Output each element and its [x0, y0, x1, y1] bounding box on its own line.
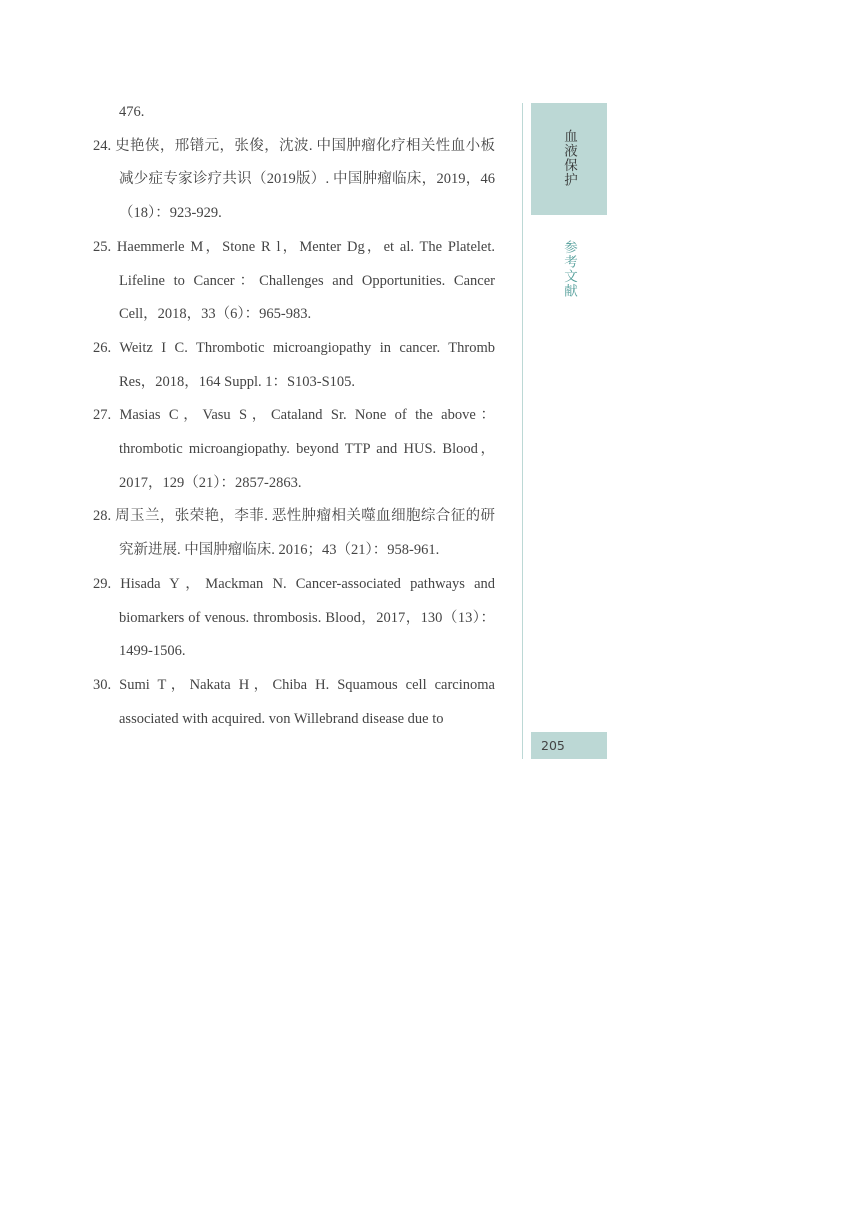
subsection-title: 参考文献	[561, 240, 577, 298]
reference-item: 27. Masias C，Vasu S，Cataland Sr. None of the above：thrombotic microangiopathy. beyond TTP and HUS. Blood，2017，129（21）：2857-2863.	[93, 407, 495, 491]
reference-item: 28. 周玉兰，张荣艳，李菲. 恶性肿瘤相关噬血细胞综合征的研究新进展. 中国肿瘤临床. 2016；43（21）：958-961.	[93, 508, 495, 559]
subsection-label-wrap	[531, 240, 607, 298]
reference-list	[93, 96, 495, 736]
margin-rule	[522, 103, 523, 759]
page-number: 205	[531, 732, 607, 759]
reference-item: 24. 史艳侠，邢镨元，张俊，沈波. 中国肿瘤化疗相关性血小板减少症专家诊疗共识（2019版）. 中国肿瘤临床，2019，46（18）：923-929.	[93, 137, 495, 222]
reference-item: 26. Weitz I C. Thrombotic microangiopathy in cancer. Thromb Res，2018，164 Suppl. 1：S103-S105.	[93, 339, 495, 390]
reference-item: 30. Sumi T，Nakata H，Chiba H. Squamous cell carcinoma associated with acquired. von Willebrand disease due to	[93, 676, 495, 727]
reference-item: 29. Hisada Y，Mackman N. Cancer-associated pathways and biomarkers of venous. thrombosis. Blood，2017，130（13）：1499-1506.	[93, 575, 495, 660]
reference-item: 25. Haemmerle M，Stone R l，Menter Dg，et al. The Platelet. Lifeline to Cancer：Challenges and Opportunities. Cancer Cell，2018，33（6）：965-983.	[93, 238, 495, 323]
reference-item: 476.	[119, 104, 145, 120]
section-title: 血液保护	[561, 129, 577, 187]
section-tab	[531, 103, 607, 215]
